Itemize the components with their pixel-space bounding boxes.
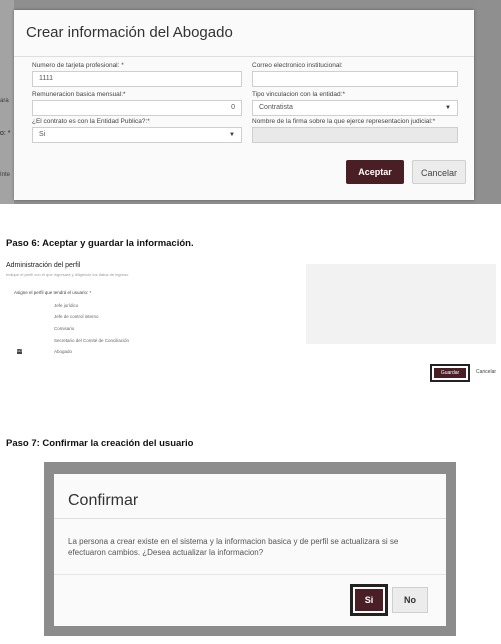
cancelar-link[interactable]: Cancelar (476, 369, 497, 375)
perfil-option[interactable]: Secretario del Comité de Conciliación (54, 338, 130, 343)
chevron-down-icon: ▼ (445, 105, 451, 111)
faded-background-area (306, 264, 496, 344)
dialog-message: La persona a crear existe en el sistema y la informacion basica y de perfil se actualizara si se efectuaron cambios. ¿Desea actualizar la informacion? (68, 537, 399, 557)
crear-abogado-modal (14, 10, 474, 200)
confirmar-dialog (54, 474, 446, 626)
perfil-option-selected[interactable]: Abogado (54, 349, 73, 354)
chevron-down-icon: ▼ (229, 132, 235, 138)
si-button-highlight[interactable] (350, 584, 388, 616)
perfil-option[interactable]: Comisario (54, 326, 75, 331)
correo-input[interactable] (252, 71, 458, 87)
panel-subtitle: Indique el perfil con el que ingresará y diligencie los datos de ingreso (6, 272, 129, 277)
modal-title: Crear información del Abogado (26, 24, 233, 41)
vinculacion-label: Tipo vinculacion con la entidad:* (252, 91, 345, 98)
tarjeta-input[interactable]: 1111 (32, 71, 242, 87)
dialog-divider (54, 518, 446, 519)
tarjeta-label: Numero de tarjeta profesional: * (32, 62, 124, 69)
modal-divider (14, 56, 474, 57)
guardar-button-highlight[interactable] (430, 364, 470, 382)
step-7-heading: Paso 7: Confirmar la creación del usuario (6, 438, 194, 449)
remuneracion-input[interactable]: 0 (32, 100, 242, 116)
si-button[interactable]: Si (355, 589, 383, 611)
cancelar-button[interactable]: Cancelar (412, 160, 466, 184)
guardar-button[interactable]: Guardar (434, 368, 466, 378)
no-button[interactable]: No (392, 587, 428, 613)
dialog-footer-divider (54, 574, 446, 575)
background-text-fragment: ara (0, 98, 9, 104)
perfil-question: Asigne el perfil que tendrá el usuario: * (14, 290, 92, 295)
remuneracion-label: Remuneracion basica mensual:* (32, 91, 126, 98)
firma-label: Nombre de la firma sobre la que ejerce representacion judicial:* (252, 118, 436, 125)
step-6-heading: Paso 6: Aceptar y guardar la información. (6, 238, 194, 249)
checkbox-checked-icon[interactable]: ☑ (17, 348, 22, 354)
screenshot-administracion-perfil (6, 262, 501, 392)
panel-title: Administración del perfil (6, 262, 81, 269)
perfil-option[interactable]: Jefe de control interno (54, 314, 99, 319)
perfil-option[interactable]: Jefe jurídico (54, 303, 79, 308)
vinculacion-select[interactable]: Contratista ▼ (252, 100, 458, 116)
screenshot-crear-abogado (0, 0, 501, 204)
background-text-fragment: o: * (0, 130, 11, 137)
correo-label: Correo electronico institucional: (252, 62, 343, 69)
contrato-label: ¿El contrato es con la Entidad Publica?:* (32, 118, 150, 125)
contrato-select[interactable]: Si ▼ (32, 127, 242, 143)
firma-input[interactable] (252, 127, 458, 143)
screenshot-confirmar (44, 462, 456, 636)
aceptar-button[interactable]: Aceptar (346, 160, 404, 184)
background-text-fragment: Inte (0, 172, 11, 178)
dialog-title: Confirmar (68, 492, 139, 509)
